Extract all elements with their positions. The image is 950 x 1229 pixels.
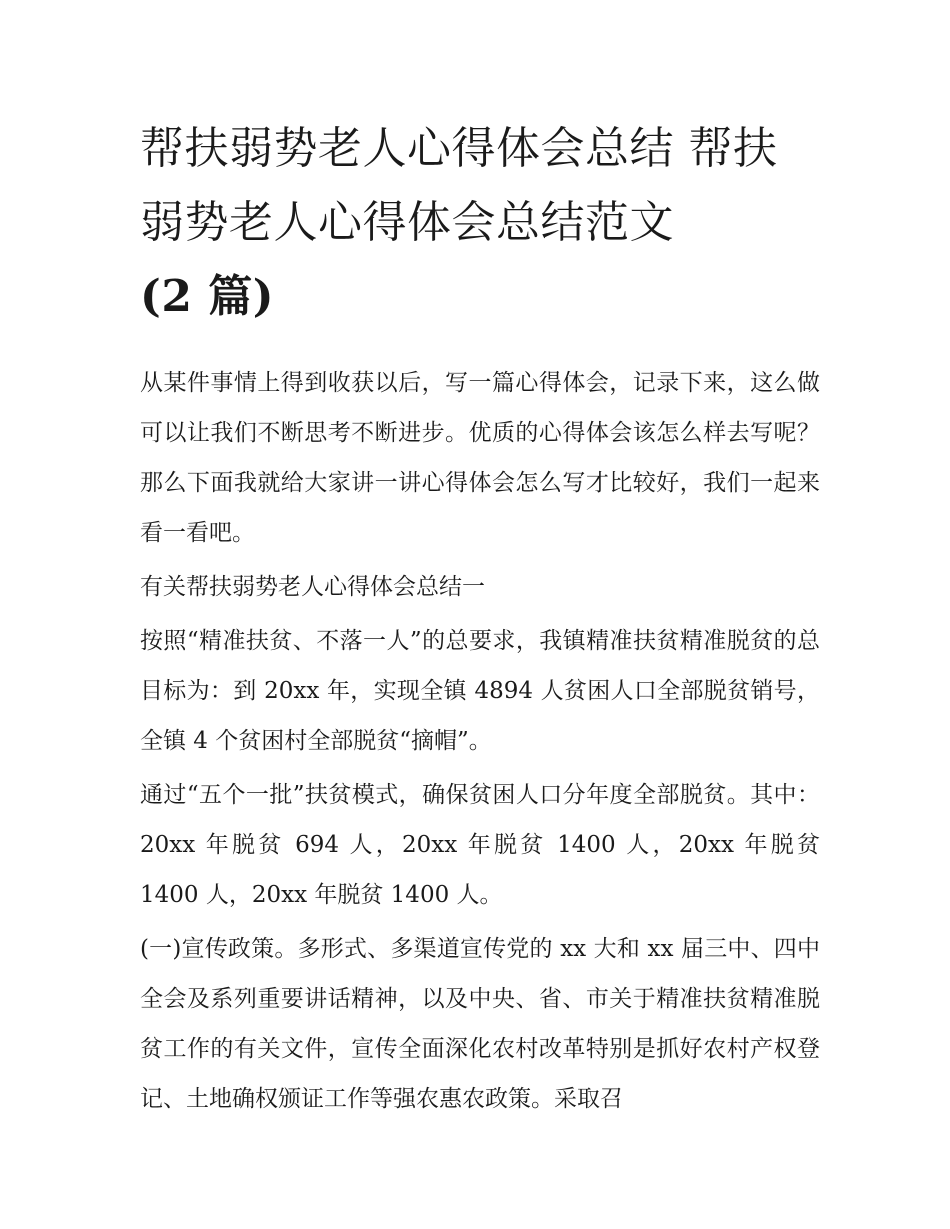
document-page [140, 112, 820, 1128]
document-body [140, 358, 820, 1124]
title-count: (2 篇) [140, 271, 275, 322]
section-heading: 有关帮扶弱势老人心得体会总结一 [140, 574, 485, 600]
title-main: 帮扶弱势老人心得体会总结 帮扶弱势老人心得体会总结范文 [140, 123, 778, 248]
paragraph-plan: 通过“五个一批”扶贫模式，确保贫困人口分年度全部脱贫。其中：20xx 年脱贫 694 人，20xx 年脱贫 1400 人，20xx 年脱贫 1400 人，20xx 年脱贫 1400 人。 [140, 782, 820, 908]
paragraph-policy: (一)宣传政策。多形式、多渠道宣传党的 xx 大和 xx 届三中、四中全会及系列重要讲话精神，以及中央、省、市关于精准扶贫精准脱贫工作的有关文件，宣传全面深化农村改革特别是抓好农村产权登记、土地确权颁证工作等强农惠农政策。采取召 [140, 936, 820, 1112]
paragraph-goal: 按照“精准扶贫、不落一人”的总要求，我镇精准扶贫精准脱贫的总目标为：到 20xx 年，实现全镇 4894 人贫困人口全部脱贫销号，全镇 4 个贫困村全部脱贫“摘帽”。 [140, 628, 820, 754]
paragraph-intro: 从某件事情上得到收获以后，写一篇心得体会，记录下来，这么做可以让我们不断思考不断进步。优质的心得体会该怎么样去写呢？那么下面我就给大家讲一讲心得体会怎么写才比较好，我们一起来看一看吧。 [140, 370, 820, 546]
document-title [140, 112, 820, 334]
